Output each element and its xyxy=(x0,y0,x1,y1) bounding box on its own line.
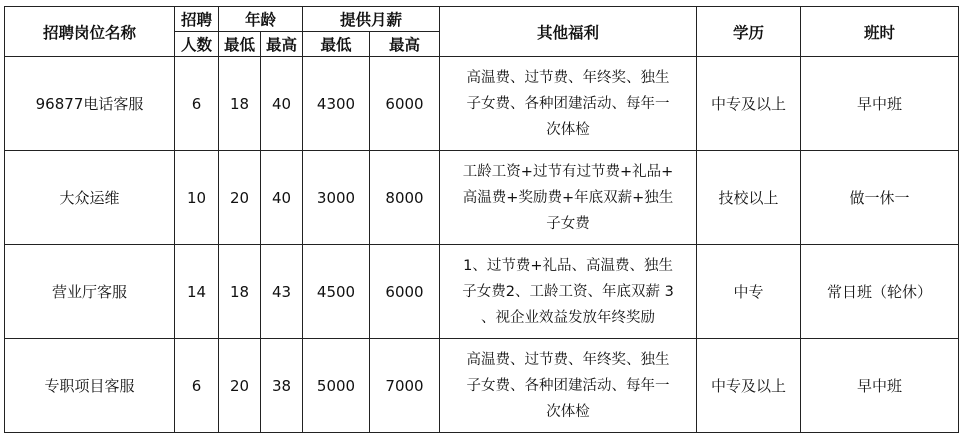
cell-age-max: 40 xyxy=(261,57,303,151)
cell-age-max: 38 xyxy=(261,339,303,433)
cell-age-min: 18 xyxy=(219,57,261,151)
cell-education: 中专及以上 xyxy=(697,57,801,151)
benefits-line: 子女费 xyxy=(546,215,590,232)
header-salary-min: 最低 xyxy=(303,32,370,57)
cell-shift: 早中班 xyxy=(801,57,959,151)
cell-count: 14 xyxy=(175,245,219,339)
cell-salary-max: 7000 xyxy=(370,339,440,433)
cell-benefits xyxy=(440,151,697,245)
cell-salary-max: 6000 xyxy=(370,245,440,339)
benefits-line: 、视企业效益发放年终奖励 xyxy=(481,309,656,326)
cell-age-min: 20 xyxy=(219,339,261,433)
benefits-line: 子女费、各种团建活动、每年一 xyxy=(466,95,670,112)
recruitment-table xyxy=(4,6,959,433)
cell-position: 96877电话客服 xyxy=(5,57,175,151)
benefits-line: 子女费2、工龄工资、年底双薪 3 xyxy=(462,283,674,300)
header-row-1 xyxy=(5,7,959,32)
header-age: 年龄 xyxy=(219,7,303,32)
cell-count: 6 xyxy=(175,339,219,433)
table-row xyxy=(5,245,959,339)
cell-education: 中专及以上 xyxy=(697,339,801,433)
cell-age-min: 20 xyxy=(219,151,261,245)
cell-shift: 早中班 xyxy=(801,339,959,433)
header-education: 学历 xyxy=(697,7,801,57)
cell-benefits xyxy=(440,245,697,339)
cell-salary-max: 6000 xyxy=(370,57,440,151)
header-age-max: 最高 xyxy=(261,32,303,57)
cell-education: 中专 xyxy=(697,245,801,339)
benefits-line: 次体检 xyxy=(546,121,590,138)
cell-salary-min: 4500 xyxy=(303,245,370,339)
benefits-line: 工龄工资+过节有过节费+礼品+ xyxy=(462,163,674,180)
recruitment-table-container xyxy=(4,6,959,433)
cell-salary-min: 4300 xyxy=(303,57,370,151)
benefits-line: 高温费+奖励费+年底双薪+独生 xyxy=(462,189,674,206)
cell-age-max: 40 xyxy=(261,151,303,245)
cell-shift: 常日班（轮休） xyxy=(801,245,959,339)
header-count-line2: 人数 xyxy=(175,32,219,57)
table-row xyxy=(5,339,959,433)
header-benefits: 其他福利 xyxy=(440,7,697,57)
cell-shift: 做一休一 xyxy=(801,151,959,245)
header-age-min: 最低 xyxy=(219,32,261,57)
benefits-line: 高温费、过节费、年终奖、独生 xyxy=(466,351,670,368)
cell-salary-min: 3000 xyxy=(303,151,370,245)
table-row xyxy=(5,151,959,245)
cell-position: 专职项目客服 xyxy=(5,339,175,433)
table-row xyxy=(5,57,959,151)
benefits-line: 1、过节费+礼品、高温费、独生 xyxy=(463,257,673,274)
cell-salary-max: 8000 xyxy=(370,151,440,245)
cell-count: 10 xyxy=(175,151,219,245)
header-salary: 提供月薪 xyxy=(303,7,440,32)
cell-benefits xyxy=(440,339,697,433)
benefits-line: 子女费、各种团建活动、每年一 xyxy=(466,377,670,394)
header-position: 招聘岗位名称 xyxy=(5,7,175,57)
cell-education: 技校以上 xyxy=(697,151,801,245)
header-shift: 班时 xyxy=(801,7,959,57)
cell-count: 6 xyxy=(175,57,219,151)
cell-salary-min: 5000 xyxy=(303,339,370,433)
cell-position: 大众运维 xyxy=(5,151,175,245)
benefits-line: 高温费、过节费、年终奖、独生 xyxy=(466,69,670,86)
header-salary-max: 最高 xyxy=(370,32,440,57)
benefits-line: 次体检 xyxy=(546,403,590,420)
cell-age-min: 18 xyxy=(219,245,261,339)
cell-benefits xyxy=(440,57,697,151)
cell-age-max: 43 xyxy=(261,245,303,339)
header-count-line1: 招聘 xyxy=(175,7,219,32)
cell-position: 营业厅客服 xyxy=(5,245,175,339)
